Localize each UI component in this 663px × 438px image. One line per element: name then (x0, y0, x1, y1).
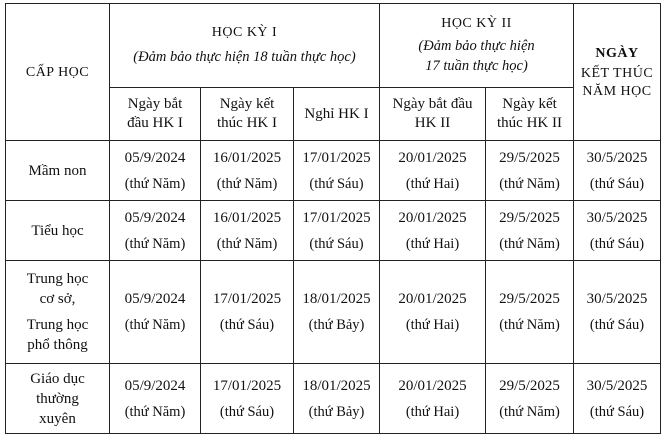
date-value: 30/5/2025 (586, 291, 648, 307)
school-calendar-table (5, 3, 661, 434)
weekday-value: (thứ Năm) (216, 175, 278, 192)
date-cell (486, 201, 574, 261)
header-hk2-note-line2: 17 tuần thực học) (425, 57, 528, 74)
header-cap-hoc (6, 4, 110, 141)
date-cell (110, 201, 201, 261)
level-cell (6, 141, 110, 201)
date-cell (201, 364, 294, 434)
date-value: 16/01/2025 (212, 209, 282, 226)
date-cell (294, 261, 380, 364)
table-row (6, 364, 661, 434)
date-value: 05/9/2024 (124, 291, 186, 307)
header-end-line1: NGÀY (595, 46, 639, 61)
date-value: 20/01/2025 (398, 291, 467, 307)
weekday-value: (thứ Năm) (124, 235, 186, 252)
weekday-value: (thứ Sáu) (589, 235, 645, 252)
level-text: Tiểu học (31, 222, 84, 239)
level-text: Trung học (26, 317, 89, 333)
level-cell (6, 261, 110, 364)
weekday-value: (thứ Hai) (405, 175, 460, 192)
date-value: 20/01/2025 (398, 149, 467, 166)
weekday-value: (thứ Sáu) (589, 317, 645, 333)
weekday-value: (thứ Hai) (405, 235, 460, 252)
header-hk2-start-line2: HK II (414, 115, 451, 131)
date-cell (380, 364, 486, 434)
weekday-value: (thứ Hai) (405, 403, 460, 420)
header-hk2-end-line2: thúc HK II (497, 115, 562, 131)
weekday-value: (thứ Sáu) (309, 175, 364, 192)
level-text: thường (36, 390, 79, 407)
date-cell (201, 261, 294, 364)
weekday-value: (thứ Năm) (499, 175, 560, 192)
weekday-value: (thứ Sáu) (589, 403, 645, 420)
date-cell (201, 201, 294, 261)
level-cell (6, 201, 110, 261)
level-text: xuyên (39, 410, 76, 427)
header-hk1-break-label: Nghỉ HK I (304, 105, 369, 122)
header-hk1-end-line1: Ngày kết (219, 96, 275, 112)
weekday-value: (thứ Năm) (499, 403, 560, 420)
date-cell (486, 364, 574, 434)
date-value: 05/9/2024 (124, 377, 186, 394)
header-hk2-note-line1: (Đảm bảo thực hiện (418, 37, 535, 54)
date-cell (380, 261, 486, 364)
header-hk1-end (201, 88, 294, 141)
date-cell (294, 364, 380, 434)
header-hk1-note: (Đảm bảo thực hiện 18 tuần thực học) (133, 48, 356, 65)
header-hk1-start-line2: đầu HK I (127, 115, 183, 131)
weekday-value: (thứ Sáu) (589, 175, 645, 192)
weekday-value: (thứ Năm) (124, 175, 186, 192)
date-cell (380, 141, 486, 201)
school-calendar-table-wrapper (5, 3, 660, 434)
date-cell (574, 201, 661, 261)
level-text: Trung học (26, 271, 89, 287)
header-end-date (574, 4, 661, 141)
date-value: 16/01/2025 (212, 149, 282, 166)
weekday-value: (thứ Sáu) (309, 235, 364, 252)
header-hk2-end-line1: Ngày kết (502, 96, 557, 112)
header-hk2-start (380, 88, 486, 141)
level-cell (6, 364, 110, 434)
header-hk2-start-line1: Ngày bắt đầu (392, 96, 473, 112)
header-end-line3: NĂM HỌC (582, 84, 652, 99)
date-value: 30/5/2025 (586, 149, 648, 166)
date-value: 05/9/2024 (124, 209, 186, 226)
weekday-value: (thứ Sáu) (219, 317, 275, 333)
header-hk1-title: HỌC KỲ I (211, 24, 278, 40)
weekday-value: (thứ Năm) (216, 235, 278, 252)
header-hk2 (380, 4, 574, 88)
header-hk2-note (380, 36, 573, 76)
date-value: 18/01/2025 (302, 291, 371, 307)
level-text: cơ sở, (39, 291, 76, 307)
weekday-value: (thứ Bảy) (308, 317, 365, 333)
header-end-line2: KẾT THÚC (580, 66, 654, 81)
date-value: 20/01/2025 (398, 377, 467, 394)
header-hk1 (110, 4, 380, 88)
date-value: 29/5/2025 (499, 209, 560, 226)
header-hk1-start-line1: Ngày bắt (127, 96, 183, 112)
date-value: 30/5/2025 (586, 209, 648, 226)
date-value: 20/01/2025 (398, 209, 467, 226)
weekday-value: (thứ Bảy) (308, 403, 365, 420)
header-hk2-title: HỌC KỲ II (441, 15, 512, 31)
date-cell (486, 141, 574, 201)
table-row (6, 141, 661, 201)
table-row (6, 261, 661, 364)
date-cell (110, 141, 201, 201)
date-cell (574, 141, 661, 201)
weekday-value: (thứ Hai) (405, 317, 460, 333)
weekday-value: (thứ Năm) (499, 235, 560, 252)
date-cell (201, 141, 294, 201)
date-cell (110, 261, 201, 364)
date-value: 29/5/2025 (499, 291, 560, 307)
weekday-value: (thứ Năm) (124, 317, 186, 333)
date-value: 05/9/2024 (124, 149, 186, 166)
date-cell (294, 141, 380, 201)
header-row-top (6, 4, 661, 88)
header-hk1-end-line2: thúc HK I (217, 115, 277, 131)
date-cell (294, 201, 380, 261)
weekday-value: (thứ Năm) (499, 317, 560, 333)
level-text: Giáo dục (30, 370, 85, 387)
date-value: 29/5/2025 (499, 149, 560, 166)
date-cell (486, 261, 574, 364)
level-text: Mầm non (28, 162, 87, 179)
date-value: 18/01/2025 (302, 377, 371, 394)
header-hk2-end (486, 88, 574, 141)
date-cell (380, 201, 486, 261)
date-value: 17/01/2025 (302, 149, 371, 166)
date-value: 17/01/2025 (212, 291, 282, 307)
date-cell (574, 261, 661, 364)
weekday-value: (thứ Sáu) (219, 403, 275, 420)
date-cell (574, 364, 661, 434)
header-hk1-break (294, 88, 380, 141)
date-value: 17/01/2025 (212, 377, 282, 394)
date-value: 29/5/2025 (499, 377, 560, 394)
table-row (6, 201, 661, 261)
weekday-value: (thứ Năm) (124, 403, 186, 420)
level-text: phổ thông (27, 337, 88, 353)
date-value: 30/5/2025 (586, 377, 648, 394)
header-hk1-start (110, 88, 201, 141)
date-cell (110, 364, 201, 434)
header-cap-hoc-label: CẤP HỌC (25, 64, 90, 80)
date-value: 17/01/2025 (302, 209, 371, 226)
